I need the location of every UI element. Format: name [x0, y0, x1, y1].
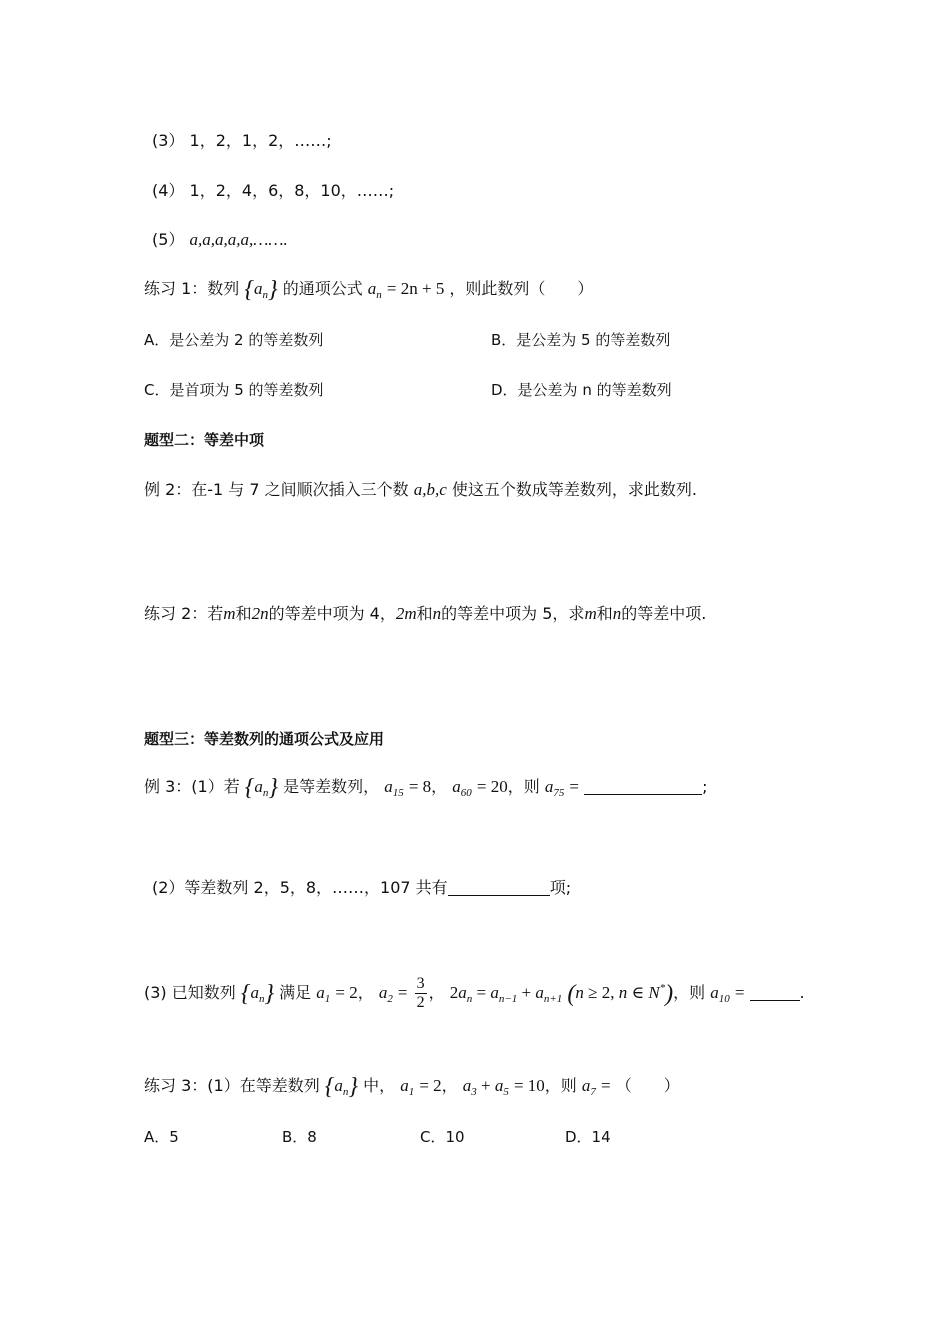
example-3-q3-a1-value: = 2: [335, 983, 358, 1002]
practice-3-option-c[interactable]: C．10: [420, 1128, 465, 1146]
example-3-q3-prefix: (3) 已知数列: [144, 983, 236, 1002]
practice-2-text-5: 的等差中项为 5，求: [441, 604, 585, 623]
example-3-q1-sep: ，: [431, 777, 448, 796]
practice-1-mid: 的通项公式: [282, 279, 363, 298]
practice-3-suffix: ，则: [544, 1076, 577, 1095]
practice-2-text-7: 的等差中项.: [621, 604, 707, 623]
practice-1-formula-lhs: $a_n$: [367, 279, 382, 301]
example-3-q3-sep-2: ，: [428, 983, 445, 1002]
practice-1-option-a[interactable]: A．是公差为 2 的等差数列: [144, 331, 324, 349]
practice-3-paren: （ ）: [615, 1076, 680, 1095]
practice-3-a7: $a_7$: [581, 1076, 596, 1098]
example-3-q3-a1: $a_1$: [316, 983, 331, 1005]
example-3-q2-answer-blank[interactable]: [448, 879, 550, 896]
practice-3-a3-a5: $a_3 + a_5$: [462, 1076, 509, 1098]
practice-3-prefix: 练习 3：(1）在等差数列: [144, 1076, 320, 1095]
section-heading-2: 题型二：等差中项: [144, 431, 265, 449]
sequence-3: [152, 130, 332, 152]
example-3-q1-c1: = 8: [408, 777, 432, 796]
sequence-3-label: (3）: [152, 131, 185, 150]
practice-2-var-5: m: [584, 604, 597, 623]
practice-3-a1: $a_1$: [400, 1076, 415, 1098]
practice-2: [144, 603, 706, 625]
example-3-q3-a10: $a_{10}$: [710, 983, 730, 1005]
practice-1-question: [144, 277, 594, 303]
example-3-q1-a75: $a_{75}$: [544, 777, 565, 799]
example-3-q1-mid2: ，则: [507, 777, 540, 796]
example-2: [144, 479, 697, 501]
example-3-q3-fraction: [415, 975, 427, 1012]
practice-3-mid: 中，: [363, 1076, 396, 1095]
example-2-suffix: 使这五个数成等差数列，求此数列.: [451, 480, 697, 499]
practice-3-question: [144, 1074, 680, 1100]
example-3-q3: [144, 975, 805, 1012]
example-3-q3-eq: =: [734, 983, 745, 1002]
practice-2-var-3: 2m: [395, 604, 417, 623]
sequence-4: [152, 180, 394, 202]
example-3-q1: [144, 775, 708, 801]
example-3-q1-end: ;: [702, 777, 708, 796]
example-3-q3-sequence: $\{a_n\}$: [240, 981, 275, 1007]
section-heading-3: 题型三：等差数列的通项公式及应用: [144, 730, 385, 748]
practice-2-var-1: m: [223, 604, 236, 623]
fraction-denominator: 2: [416, 994, 425, 1011]
practice-3-sequence: $\{a_n\}$: [324, 1074, 359, 1100]
practice-3-option-a[interactable]: A．5: [144, 1128, 179, 1146]
practice-1-prefix: 练习 1：数列: [144, 279, 240, 298]
example-3-q3-end: .: [799, 983, 805, 1002]
example-3-q3-then: ，则: [673, 983, 706, 1002]
practice-2-text-2: 和: [235, 604, 252, 623]
practice-2-text-1: 练习 2：若: [144, 604, 224, 623]
practice-3-c1: = 2: [419, 1076, 442, 1095]
example-3-q1-prefix: 例 3：(1）若: [144, 777, 240, 796]
practice-2-text-3: 的等差中项为 4，: [268, 604, 396, 623]
example-3-q1-a60: $a_{60}$: [452, 777, 472, 799]
example-2-prefix: 例 2：在-1 与 7 之间顺次插入三个数: [144, 480, 409, 499]
example-3-q3-recurrence: $2a_n = a_{n-1} + a_{n+1}$: [449, 983, 563, 1005]
practice-1-formula: = 2n + 5: [386, 279, 445, 298]
example-3-q1-sequence: $\{a_n\}$: [244, 775, 279, 801]
example-3-q1-mid: 是等差数列，: [283, 777, 380, 796]
example-3-q1-answer-blank[interactable]: [584, 778, 702, 795]
practice-2-text-6: 和: [596, 604, 613, 623]
practice-3-eq: =: [601, 1076, 611, 1095]
practice-1-option-d[interactable]: D．是公差为 n 的等差数列: [491, 381, 672, 399]
sequence-5-label: (5）: [152, 230, 185, 249]
sequence-4-content: 1，2，4，6，8，10，……;: [189, 181, 395, 200]
practice-2-text-4: 和: [416, 604, 433, 623]
example-3-q1-c2: = 20: [476, 777, 508, 796]
practice-1-option-c[interactable]: C．是首项为 5 的等差数列: [144, 381, 324, 399]
practice-3-c2: = 10: [513, 1076, 545, 1095]
example-3-q3-a2-eq: =: [397, 983, 408, 1002]
practice-3-option-b[interactable]: B．8: [282, 1128, 317, 1146]
example-3-q3-answer-blank[interactable]: [750, 984, 800, 1001]
example-3-q2-end: 项;: [549, 878, 572, 897]
practice-1-option-b[interactable]: B．是公差为 5 的等差数列: [491, 331, 671, 349]
sequence-5-content: a,a,a,a,a,…….: [189, 230, 288, 249]
example-3-q2-text: (2）等差数列 2，5，8，……，107 共有: [152, 878, 448, 897]
practice-2-var-6: n: [612, 604, 622, 623]
fraction-numerator: 3: [416, 975, 425, 992]
example-3-q3-sep: ，: [357, 983, 374, 1002]
practice-2-var-2: 2n: [251, 604, 269, 623]
sequence-5: [152, 229, 288, 251]
sequence-3-content: 1，2，1，2，……;: [189, 131, 332, 150]
example-2-vars: a,b,c: [413, 480, 447, 499]
practice-3-option-d[interactable]: D．14: [565, 1128, 611, 1146]
example-3-q3-mid: 满足: [279, 983, 312, 1002]
example-3-q3-a2: $a_2$: [378, 983, 393, 1005]
practice-3-sep: ，: [441, 1076, 458, 1095]
example-3-q1-eq: =: [569, 777, 579, 796]
practice-2-var-4: n: [432, 604, 442, 623]
example-3-q2: [152, 877, 571, 899]
example-3-q3-condition: (n ≥ 2, n ∈ N*): [567, 981, 674, 1007]
practice-1-suffix: ，则此数列（ ）: [449, 279, 594, 298]
practice-1-sequence: $\{a_n\}$: [244, 277, 278, 303]
sequence-4-label: (4）: [152, 181, 185, 200]
example-3-q1-a15: $a_{15}$: [384, 777, 404, 799]
